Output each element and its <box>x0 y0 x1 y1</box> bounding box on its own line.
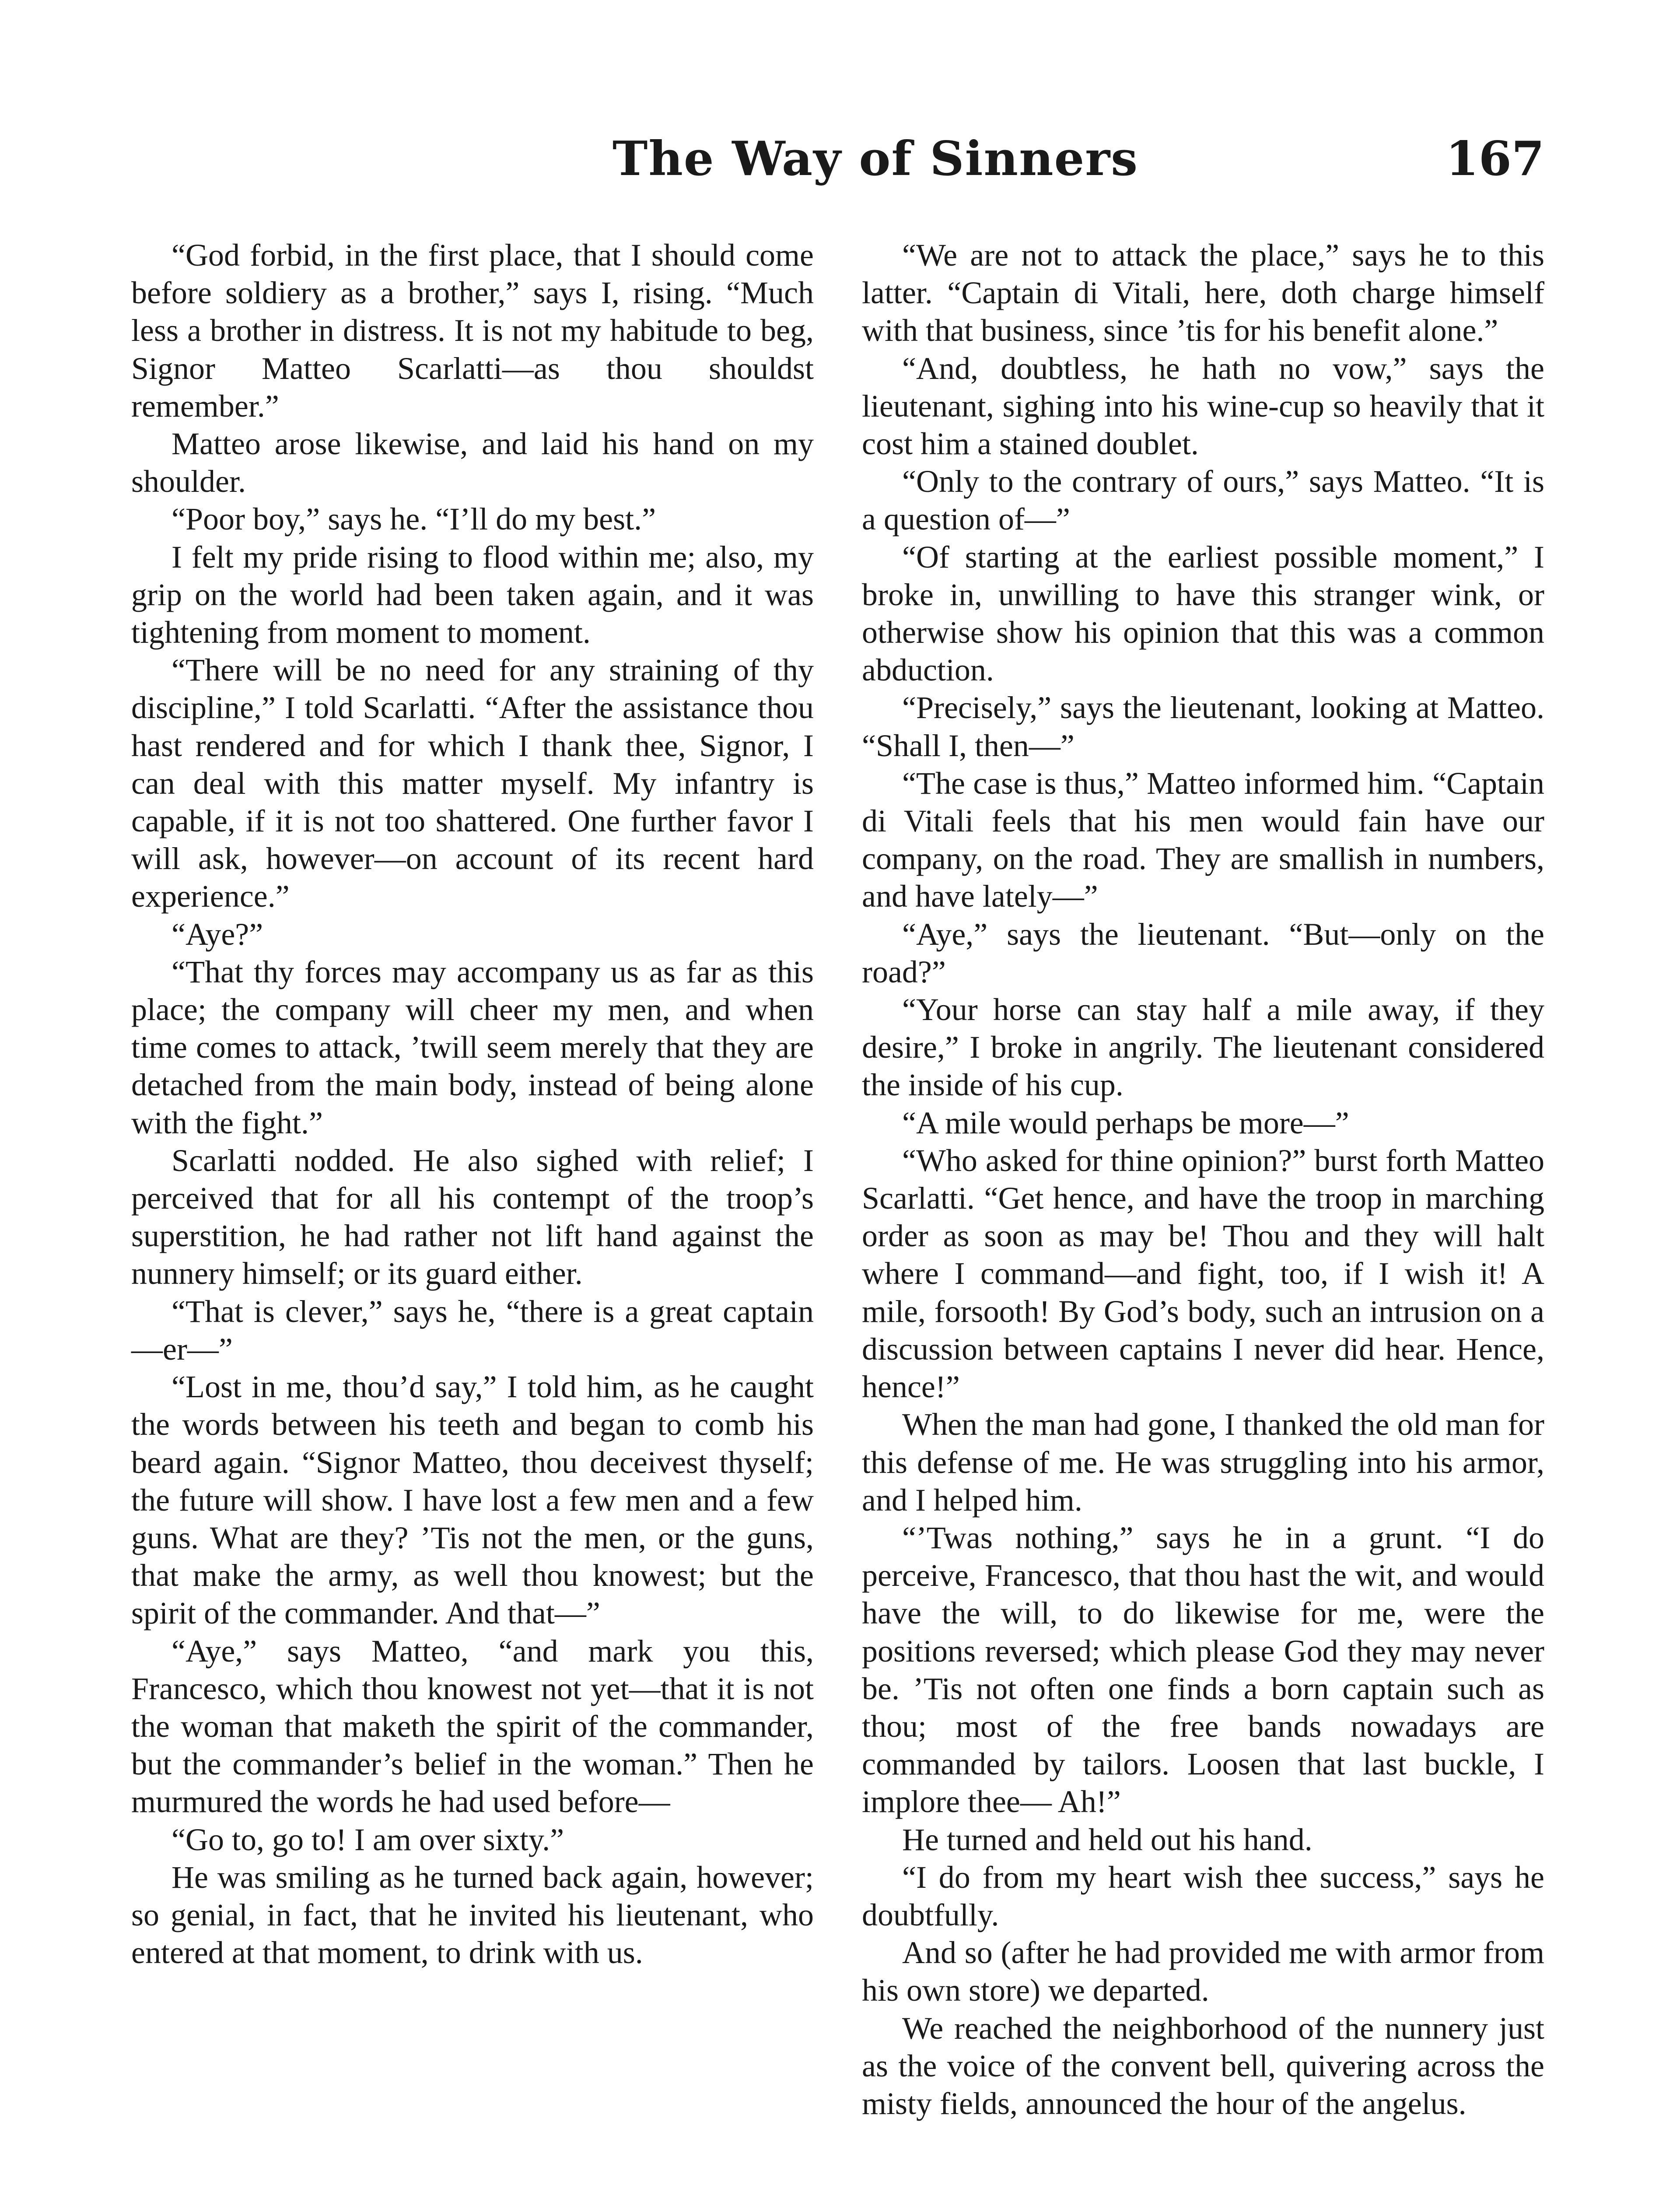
paragraph: “Poor boy,” says he. “I’ll do my best.” <box>172 501 656 537</box>
paragraph: “We are not to attack the place,” says he to this latter. “Captain di Vitali, here, doth charge himself with that business, since ’tis for his benefit alone.” <box>862 238 1544 348</box>
paragraph: When the man had gone, I thanked the old man for this defense of me. He was struggling into his armor, and I helped him. <box>862 1407 1544 1518</box>
paragraph: “Lost in me, thou’d say,” I told him, as he caught the words between his teeth and began to comb his beard again. “Signor Matteo, thou deceivest thyself; the future will show. I have lost a few men and a few guns. What are they? ’Tis not the men, or the guns, that make the army, as well thou knowest; but the spirit of the commander. And that—” <box>131 1369 814 1631</box>
paragraph: I felt my pride rising to flood within me; also, my grip on the world had been taken again, and it was tightening from moment to moment. <box>131 539 814 650</box>
paragraph: “Aye?” <box>172 916 263 952</box>
paragraph: “Precisely,” says the lieutenant, looking at Matteo. “Shall I, then—” <box>862 690 1544 763</box>
right-column <box>862 236 1544 2122</box>
paragraph: “Aye,” says the lieutenant. “But—only on the road?” <box>862 916 1544 989</box>
paragraph: “The case is thus,” Matteo informed him. “Captain di Vitali feels that his men would fain have our company, on the road. They are smallish in numbers, and have lately—” <box>862 765 1544 914</box>
paragraph: “Only to the contrary of ours,” says Matteo. “It is a question of—” <box>862 464 1544 537</box>
paragraph: “God forbid, in the first place, that I should come before soldiery as a brother,” says I, rising. “Much less a brother in distress. It is not my habitude to beg, Signor Matteo Scarlatti—as thou shouldst remember.” <box>131 238 814 424</box>
paragraph: We reached the neighborhood of the nunnery just as the voice of the convent bell, quivering across the misty fields, announced the hour of the angelus. <box>862 2010 1544 2121</box>
left-column <box>131 236 814 1971</box>
paragraph: “Your horse can stay half a mile away, if they desire,” I broke in angrily. The lieutenant considered the inside of his cup. <box>862 992 1544 1103</box>
paragraph: “A mile would perhaps be more—” <box>902 1105 1349 1140</box>
paragraph: “That is clever,” says he, “there is a great captain—er—” <box>131 1294 814 1367</box>
paragraph: “Of starting at the earliest possible moment,” I broke in, unwilling to have this stranger wink, or otherwise show his opinion that this was a common abduction. <box>862 539 1544 688</box>
paragraph: Matteo arose likewise, and laid his hand on my shoulder. <box>131 426 814 499</box>
paragraph: “Aye,” says Matteo, “and mark you this, Francesco, which thou knowest not yet—that it is not the woman that maketh the spirit of the commander, but the commander’s belief in the woman.” Then he murmured the words he had used before— <box>131 1633 814 1820</box>
page-title: The Way of Sinners <box>612 131 1139 186</box>
paragraph: “And, doubtless, he hath no vow,” says the lieutenant, sighing into his wine-cup so heavily that it cost him a stained doublet. <box>862 351 1544 462</box>
paragraph: He was smiling as he turned back again, however; so genial, in fact, that he invited his lieutenant, who entered at that moment, to drink with us. <box>131 1859 814 1971</box>
paragraph: “That thy forces may accompany us as far as this place; the company will cheer my men, and when time comes to attack, ’twill seem merely that they are detached from the main body, instead of being alone with the fight.” <box>131 954 814 1140</box>
paragraph: And so (after he had provided me with armor from his own store) we departed. <box>862 1935 1544 2008</box>
paragraph: “There will be no need for any straining of thy discipline,” I told Scarlatti. “After the assistance thou hast rendered and for which I thank thee, Signor, I can deal with this matter myself. My infantry is capable, if it is not too shattered. One further favor I will ask, however—on account of its recent hard experience.” <box>131 652 814 914</box>
paragraph: “I do from my heart wish thee success,” says he doubtfully. <box>862 1859 1544 1932</box>
paragraph: He turned and held out his hand. <box>902 1822 1312 1857</box>
paragraph: “’Twas nothing,” says he in a grunt. “I do perceive, Francesco, that thou hast the wit, and would have the will, to do likewise for me, were the positions reversed; which please God they may never be. ’Tis not often one finds a born captain such as thou; most of the free bands nowadays are commanded by tailors. Loosen that last buckle, I implore thee— Ah!” <box>862 1520 1544 1820</box>
paragraph: “Who asked for thine opinion?” burst forth Matteo Scarlatti. “Get hence, and have the troop in marching order as soon as may be! Thou and they will halt where I command—and fight, too, if I wish it! A mile, forsooth! By God’s body, such an intrusion on a discussion between captains I never did hear. Hence, hence!” <box>862 1143 1544 1405</box>
paragraph: Scarlatti nodded. He also sighed with relief; I perceived that for all his contempt of the troop’s superstition, he had rather not lift hand against the nunnery himself; or its guard either. <box>131 1143 814 1291</box>
paragraph: “Go to, go to! I am over sixty.” <box>172 1822 564 1857</box>
page-number: 167 <box>1446 131 1544 186</box>
